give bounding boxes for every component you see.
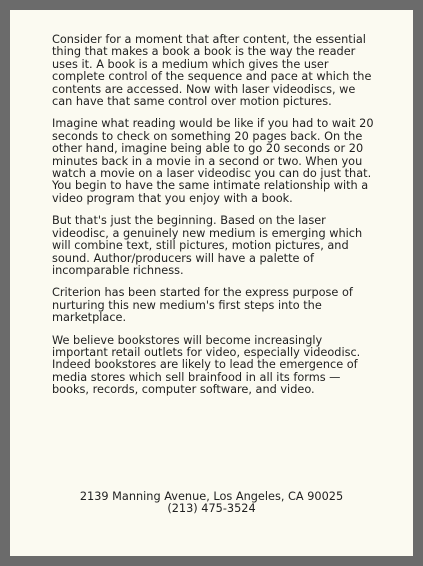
phone-number: (213) 475-3524 [167, 502, 256, 516]
paragraph-4: Criterion has been started for the express purpose of nurturing this new medium's first steps into the marketplace. [52, 286, 353, 325]
paragraph-2: Imagine what reading would be like if you had to wait 20 seconds to check on something 20 pages back. On the other hand, imagine being able to go 20 seconds or 20 minutes back in a movie in a second or two. When you watch a movie on a laser videodisc you can do just that. You begin to have the same intimate relationship with a video program that you enjoy with a book. [52, 117, 374, 205]
body-text [52, 34, 378, 407]
document-page [10, 10, 413, 556]
paragraph-5: We believe bookstores will become increasingly important retail outlets for video, especially videodisc. Indeed bookstores are likely to lead the emergence of media stores which sell brainfood in all its forms — books, records, computer software, and video. [52, 333, 361, 397]
street-address: 2139 Manning Avenue, Los Angeles, CA 90025 [79, 490, 344, 503]
paragraph-3: But that's just the beginning. Based on the laser videodisc, a genuinely new medium is emerging which will combine text, still pictures, motion pictures, and sound. Author/producers will have a palette of incomparable richness. [52, 214, 363, 277]
address-block [10, 491, 413, 516]
paragraph-1: Consider for a moment that after content, the essential thing that makes a book a book is the way the reader uses it. A book is a medium which gives the user complete control of the sequence and pace at which the contents are accessed. Now with laser videodiscs, we can have that same control over motion pictures. [52, 33, 372, 109]
